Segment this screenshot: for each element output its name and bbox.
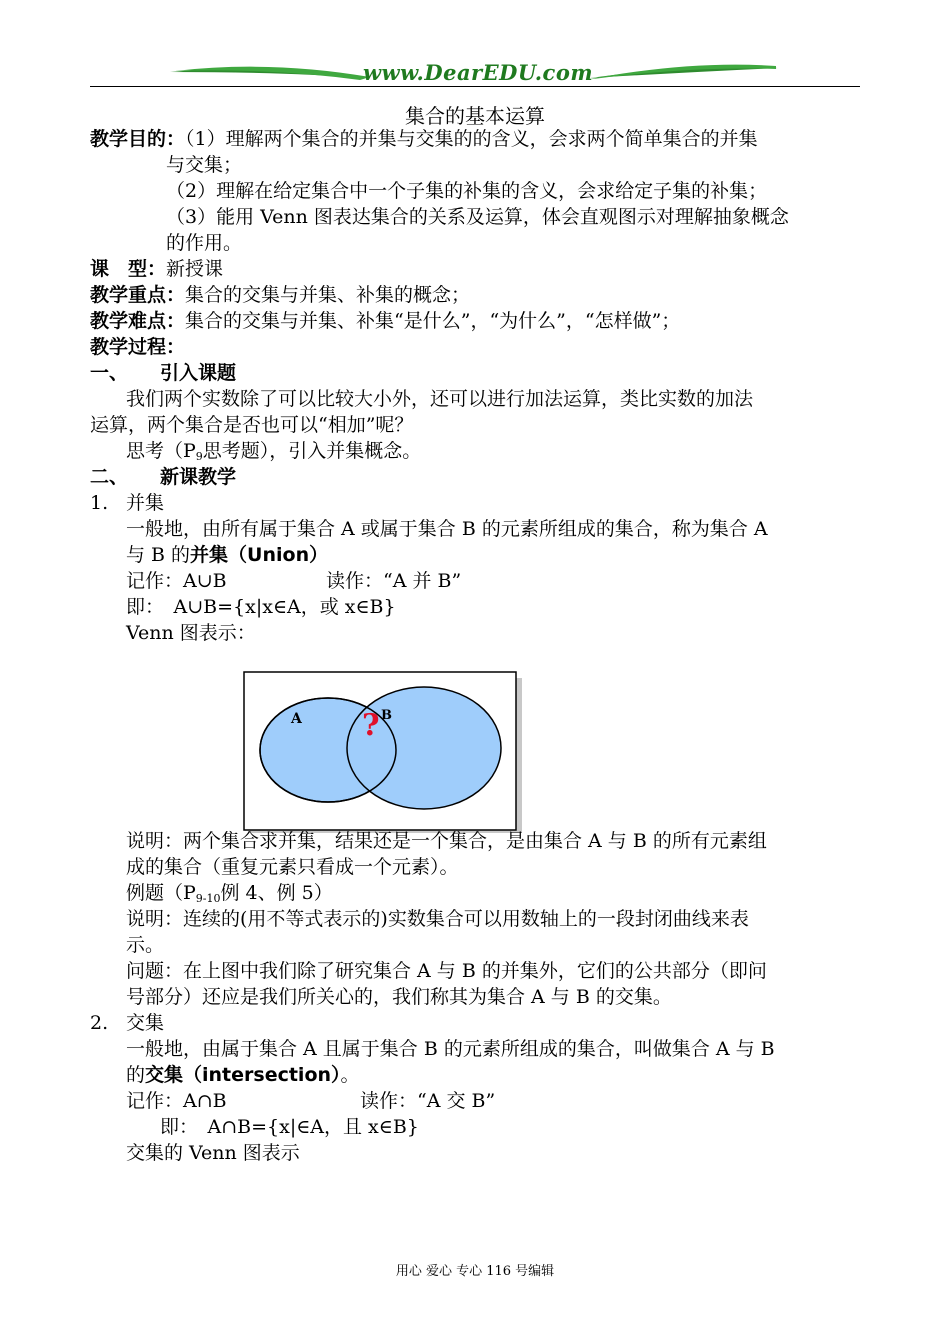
intersection-venn-label: 交集的 Venn 图表示 [126, 1142, 300, 1164]
difficulties-label: 教学难点： [90, 310, 186, 332]
example-sub: 9-10 [195, 892, 221, 905]
union-number: 1. [90, 492, 109, 514]
intersection-def-prefix: 的 [126, 1064, 146, 1086]
union-def-prefix: 与 B 的 [126, 544, 191, 566]
think-suffix: 思考题），引入并集概念。 [202, 440, 422, 462]
union-question-line-2: 号部分）还应是我们所关心的，我们称其为集合 A 与 B 的交集。 [126, 986, 672, 1008]
union-venn-label: Venn 图表示： [126, 622, 256, 644]
process-label: 教学过程： [90, 336, 186, 358]
think-sub: 9 [195, 450, 203, 463]
venn-label-a: A [291, 711, 302, 727]
course-type [90, 256, 223, 282]
section-2-number: 二、 [90, 466, 129, 488]
objective-3-line-1: （3）能用 Venn 图表达集合的关系及运算，体会直观图示对理解抽象概念 [166, 206, 789, 228]
difficulties [90, 308, 680, 334]
difficulties-value: 集合的交集与并集、补集“是什么”，“为什么”，“怎样做”； [185, 310, 681, 332]
page-title: 集合的基本运算 [405, 104, 545, 128]
objectives-label: 教学目的： [90, 128, 186, 150]
example-prefix: 例题（P [126, 882, 196, 904]
union-reading: 读作：“A 并 B” [326, 570, 462, 592]
objective-1-line-1: （1）理解两个集合的并集与交集的的含义，会求两个简单集合的并集 [185, 128, 758, 150]
venn-question-mark: ? [362, 708, 380, 743]
union-note-line-1: 说明：两个集合求并集，结果还是一个集合，是由集合 A 与 B 的所有元素组 [126, 830, 767, 852]
key-points-value: 集合的交集与并集、补集的概念； [185, 284, 471, 306]
key-points [90, 282, 470, 308]
header-divider [90, 86, 860, 87]
union-venn-diagram [243, 671, 528, 836]
intersection-reading: 读作：“A 交 B” [360, 1090, 496, 1112]
union-note-line-2: 成的集合（重复元素只看成一个元素）。 [126, 856, 459, 878]
objectives-line-1 [90, 126, 758, 152]
section-1-para-line-1: 我们两个实数除了可以比较大小外，还可以进行加法运算，类比实数的加法 [126, 388, 754, 410]
intersection-notation: 记作：A∩B [126, 1090, 227, 1112]
intersection-def-suffix: 。 [340, 1064, 360, 1086]
intersection-formula: 即： A∩B={x|∈A，且 x∈B} [160, 1116, 419, 1138]
intersection-number: 2. [90, 1012, 109, 1034]
section-1-heading: 引入课题 [160, 362, 237, 384]
objective-2: （2）理解在给定集合中一个子集的补集的含义，会求给定子集的补集； [166, 180, 768, 202]
union-term: 并集（Union） [190, 544, 329, 566]
union-formula: 即： A∪B={x|x∈A，或 x∈B} [126, 596, 396, 618]
union-note2-line-2: 示。 [126, 934, 165, 956]
objective-1-line-2: 与交集； [166, 154, 243, 176]
key-points-label: 教学重点： [90, 284, 186, 306]
union-def-line-2 [126, 542, 328, 568]
union-note2-line-1: 说明：连续的(用不等式表示的)实数集合可以用数轴上的一段封闭曲线来表 [126, 908, 749, 930]
union-notation: 记作：A∪B [126, 570, 227, 592]
union-def-line-1: 一般地，由所有属于集合 A 或属于集合 B 的元素所组成的集合，称为集合 A [126, 518, 768, 540]
section-2-heading: 新课教学 [160, 466, 237, 488]
section-1-number: 一、 [90, 362, 129, 384]
section-1-para-line-2: 运算，两个集合是否也可以“相加”呢？ [90, 414, 414, 436]
union-heading: 并集 [126, 492, 165, 514]
think-prefix: 思考（P [126, 440, 196, 462]
objective-3-line-2: 的作用。 [166, 232, 243, 254]
intersection-heading: 交集 [126, 1012, 165, 1034]
page-footer: 用心 爱心 专心 116 号编辑 [395, 1264, 555, 1279]
example-suffix: 例 4、例 5） [220, 882, 333, 904]
course-type-value: 新授课 [166, 258, 224, 280]
venn-label-b: B [381, 708, 392, 723]
union-question-line-1: 问题：在上图中我们除了研究集合 A 与 B 的并集外，它们的公共部分（即问 [126, 960, 767, 982]
course-type-label: 课 型： [90, 258, 167, 280]
header-logo-text[interactable]: www.DearEDU.com [362, 60, 594, 85]
intersection-def-line-1: 一般地，由属于集合 A 且属于集合 B 的元素所组成的集合，叫做集合 A 与 B [126, 1038, 775, 1060]
intersection-def-line-2 [126, 1062, 360, 1088]
intersection-term: 交集（intersection） [145, 1064, 341, 1086]
